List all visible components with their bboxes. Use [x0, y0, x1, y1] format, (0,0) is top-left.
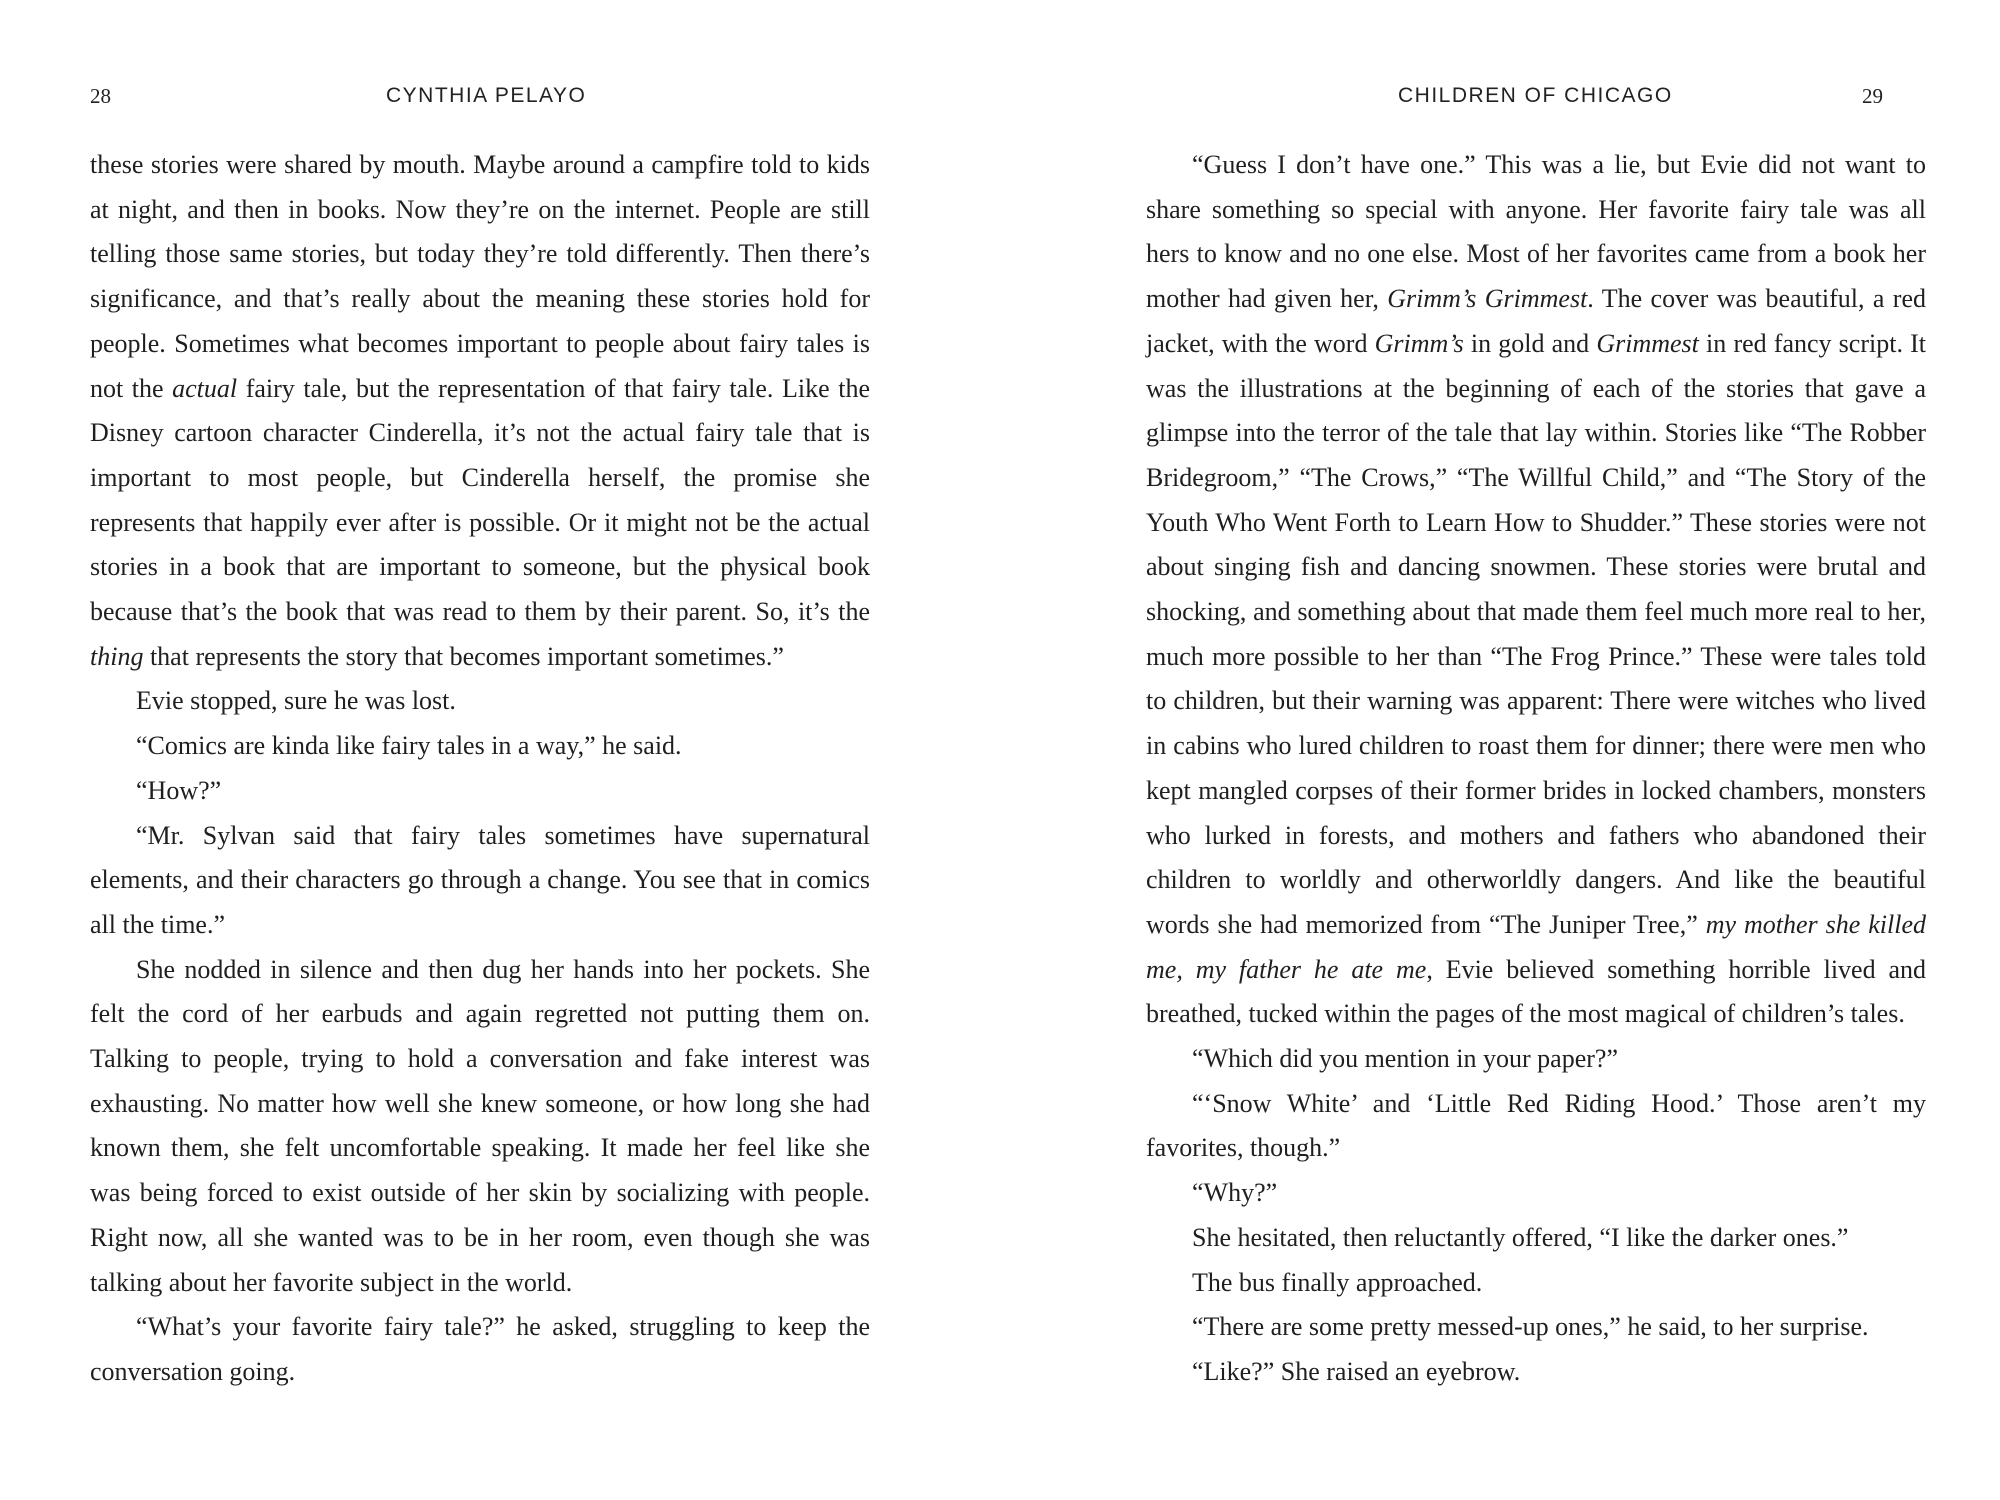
running-head-title: CHILDREN OF CHICAGO [1398, 84, 1673, 107]
paragraph [90, 948, 870, 1306]
text-run: these stories were shared by mouth. Maybe around a campfire told to kids at night, and then in books. Now they’re on the internet. People are still telling those same stories, but today they’re told differently. Then there’s significance, and that’s really about the meaning these stories hold for people. Sometimes what becomes important to people about fairy tales is not the [90, 150, 870, 403]
running-head-author: CYNTHIA PELAYO [386, 84, 587, 107]
text-run: “Why?” [1192, 1178, 1278, 1208]
italic-run: actual [172, 373, 238, 403]
paragraph [90, 679, 870, 724]
italic-run: Grimm’s Grimmest [1387, 284, 1588, 314]
paragraph [1146, 1171, 1926, 1216]
text-run: . The cover was beautiful, a red jacket, with the word [1146, 284, 1926, 358]
paragraph [90, 814, 870, 948]
right-page [1000, 0, 2000, 1500]
text-run: “Which did you mention in your paper?” [1192, 1044, 1618, 1074]
text-run: that represents the story that becomes important sometimes.” [143, 641, 784, 671]
body-text [1146, 143, 1926, 1395]
paragraph [1146, 143, 1926, 1037]
text-run: in red fancy script. It was the illustrations at the beginning of each of the stories that gave a glimpse into the terror of the tale that lay within. Stories like “The Robber Bridegroom,” “The Crows,” “The Willful Child,” and “The Story of the Youth Who Went Forth to Learn How to Shudder.” These stories were not about singing fish and dancing snowmen. These stories were brutal and shocking, and something about that made them feel much more real to her, much more possible to her than “The Frog Prince.” These were tales told to children, but their warning was apparent: There were witches who lived in cabins who lured children to roast them for dinner; there were men who kept mangled corpses of their former brides in locked chambers, monsters who lurked in forests, and mothers and fathers who abandoned their children to worldly and otherworldly dangers. And like the beautiful words she had memorized from “The Juniper Tree,” [1146, 328, 1926, 939]
italic-run: thing [90, 641, 144, 671]
text-run: “There are some pretty messed-up ones,” he said, to her surprise. [1192, 1312, 1869, 1342]
paragraph [1146, 1037, 1926, 1082]
text-run: “Mr. Sylvan said that fairy tales sometimes have supernatural elements, and their characters go through a change. You see that in comics all the time.” [90, 820, 870, 939]
text-run: “‘Snow White’ and ‘Little Red Riding Hood.’ Those aren’t my favorites, though.” [1146, 1088, 1926, 1163]
italic-run: Grimm’s [1374, 328, 1464, 358]
paragraph [1146, 1216, 1926, 1261]
paragraph [1146, 1305, 1926, 1350]
text-run: in gold and [1463, 328, 1597, 358]
paragraph [1146, 1082, 1926, 1171]
paragraph [90, 769, 870, 814]
text-run: “Comics are kinda like fairy tales in a way,” he said. [136, 731, 682, 761]
text-run: “How?” [136, 775, 222, 805]
text-run: She hesitated, then reluctantly offered, “I like the darker ones.” [1192, 1222, 1849, 1252]
text-run: She nodded in silence and then dug her hands into her pockets. She felt the cord of her earbuds and again regretted not putting them on. Talking to people, trying to hold a conversation and fake interest was exhausting. No matter how well she knew someone, or how long she had known them, she felt uncomfortable speaking. It made her feel like she was being forced to exist outside of her skin by socializing with people. Right now, all she wanted was to be in her room, even though she was talking about her favorite subject in the world. [90, 954, 870, 1297]
italic-run: my mother she killed me, my father he ate me [1146, 909, 1926, 984]
text-run: The bus finally approached. [1192, 1267, 1483, 1297]
text-run: , Evie believed something horrible lived and breathed, tucked within the pages of the most magical of children’s tales. [1146, 954, 1927, 1029]
paragraph [90, 143, 870, 679]
text-run: “Like?” She raised an eyebrow. [1192, 1356, 1521, 1386]
text-run: fairy tale, but the representation of that fairy tale. Like the Disney cartoon character Cinderella, it’s not the actual fairy tale that is important to most people, but Cinderella herself, the promise she represents that happily ever after is possible. Or it might not be the actual stories in a book that are important to someone, but the physical book because that’s the book that was read to them by their parent. So, it’s the [90, 373, 870, 627]
page-number: 28 [90, 84, 111, 108]
text-run: Evie stopped, sure he was lost. [136, 686, 456, 716]
paragraph [1146, 1261, 1926, 1306]
body-text [90, 143, 870, 1395]
paragraph [90, 724, 870, 769]
paragraph [90, 1305, 870, 1394]
paragraph [1146, 1350, 1926, 1395]
text-run: “Guess I don’t have one.” This was a lie, but Evie did not want to share something so special with anyone. Her favorite fairy tale was all hers to know and no one else. Most of her favorites came from a book her mother had given her, [1146, 150, 1926, 314]
page-number: 29 [1862, 84, 1883, 108]
italic-run: Grimmest [1596, 328, 1699, 358]
text-run: “What’s your favorite fairy tale?” he asked, struggling to keep the conversation going. [90, 1312, 870, 1386]
